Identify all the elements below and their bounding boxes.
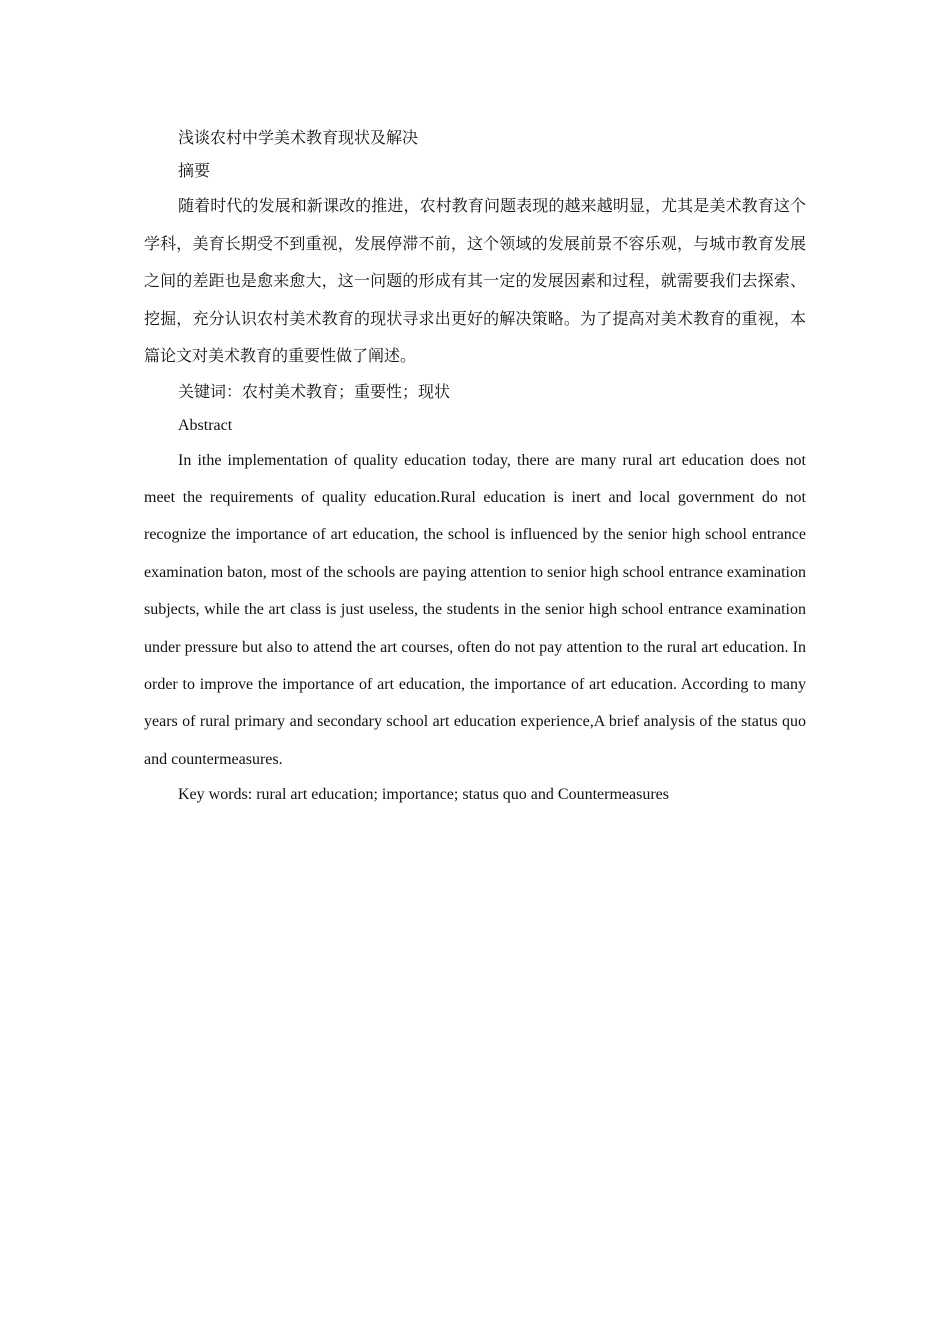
document-content (144, 122, 806, 811)
abstract-heading-en: Abstract (178, 416, 233, 434)
keywords-en: Key words: rural art education; importance; status quo and Countermeasures (178, 786, 669, 804)
abstract-heading-cn: 摘要 (178, 163, 211, 180)
keywords-cn: 关键词：农村美术教育；重要性；现状 (178, 383, 451, 401)
abstract-body-en: In ithe implementation of quality education today, there are many rural art education does not meet the requirements of quality education.Rural education is inert and local government do not recognize the importance of art education, the school is influenced by the senior high school entrance examination baton, most of the schools are paying attention to senior high school entrance examination subjects, while the art class is just useless, the students in the senior high school entrance examination under pressure but also to attend the art courses, often do not pay attention to the rural art education. In order to improve the importance of art education, the importance of art education. According to many years of rural primary and secondary school art education experience,A brief analysis of the status quo and countermeasures. (144, 451, 806, 768)
abstract-body-cn: 随着时代的发展和新课改的推进，农村教育问题表现的越来越明显，尤其是美术教育这个学科，美育长期受不到重视，发展停滞不前，这个领域的发展前景不容乐观，与城市教育发展之间的差距也是愈来愈大，这一问题的形成有其一定的发展因素和过程，就需要我们去探索、挖掘，充分认识农村美术教育的现状寻求出更好的解决策略。为了提高对美术教育的重视，本篇论文对美术教育的重要性做了阐述。 (144, 198, 806, 365)
paper-title: 浅谈农村中学美术教育现状及解决 (178, 130, 419, 147)
